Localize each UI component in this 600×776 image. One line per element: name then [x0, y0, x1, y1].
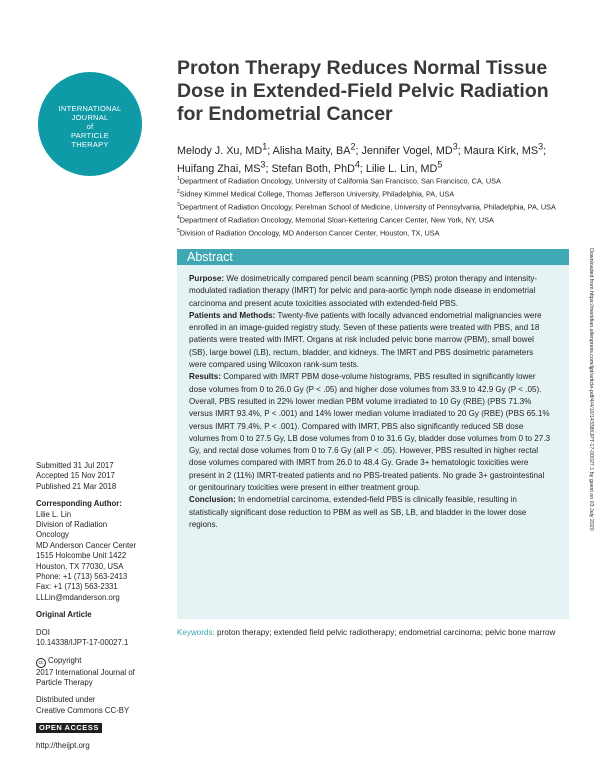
- dates-block: [36, 461, 168, 492]
- logo-line: INTERNATIONAL: [58, 104, 122, 113]
- author: [272, 141, 362, 157]
- download-note-text: Downloaded from https://meridian.allenpress.com/ijpt/article-pdf/4/4/10/14338/IJPT-17-00027.1 by guest on 03 July 2020: [588, 248, 594, 531]
- affiliation: [177, 174, 572, 187]
- author-name: Alisha Maity, BA: [272, 144, 351, 157]
- affiliation-list: [177, 174, 572, 239]
- author-name: Melody J. Xu, MD: [177, 144, 263, 157]
- corresponding-label: Corresponding Author:: [36, 499, 122, 509]
- corresponding-email[interactable]: LLLin@mdanderson.org: [36, 592, 120, 602]
- author-separator: ;: [355, 144, 362, 157]
- open-access-block: [36, 723, 168, 733]
- author-separator: ;: [457, 144, 464, 157]
- keywords-text: proton therapy; extended field pelvic radiotherapy; endometrial carcinoma; pelvic bone marrow: [217, 628, 556, 637]
- author-separator: ;: [359, 163, 366, 176]
- affiliation-text: Department of Radiation Oncology, Memorial Sloan-Kettering Cancer Center, New York, NY, USA: [179, 215, 494, 225]
- corresponding-block: [36, 499, 168, 603]
- accepted-date: Accepted 15 Nov 2017: [36, 471, 115, 481]
- abstract-section-label: Patients and Methods:: [189, 310, 276, 320]
- abstract-heading: Abstract: [177, 249, 569, 265]
- corresponding-line: Houston, TX 77030, USA: [36, 561, 124, 571]
- published-date: Published 21 Mar 2018: [36, 481, 117, 491]
- abstract-section-text: Twenty-five patients with locally advanced endometrial malignancies were enrolled in an image-guided registry study. Seven of these patients were treated with PBS, and 18 patients were treated with IMRT. Organs at risk included pelvic bone marrow (PBM), small bowel (SB), large bowel (LB), rectum, bladder, and kidneys. The IMRT and PBS dosimetric parameters were compared using Wilcoxon rank-sum tests.: [189, 310, 542, 370]
- affiliation-num: 5: [177, 228, 180, 235]
- author-affil-num: 4: [354, 159, 360, 170]
- author-name: Jennifer Vogel, MD: [361, 144, 453, 157]
- affiliation: [177, 200, 572, 213]
- author-separator: ;: [543, 144, 547, 157]
- author-affil-num: 1: [262, 141, 268, 151]
- abstract-section-label: Results:: [189, 372, 221, 382]
- abstract-section-label: Conclusion:: [189, 495, 236, 505]
- download-note: [586, 248, 596, 678]
- author-affil-num: 3: [538, 141, 544, 151]
- affiliation-num: 4: [177, 215, 180, 222]
- logo-line: THERAPY: [71, 140, 109, 149]
- abstract-section-results: [189, 371, 552, 494]
- copyright-block: [36, 656, 168, 689]
- doi-value[interactable]: 10.14338/IJPT-17-00027.1: [36, 638, 129, 648]
- license-line: Distributed under: [36, 695, 96, 705]
- author-separator: ;: [267, 144, 273, 157]
- open-access-badge: OPEN ACCESS: [36, 723, 102, 733]
- author: [463, 141, 547, 157]
- affiliation-num: 3: [177, 202, 180, 209]
- corresponding-line: MD Anderson Cancer Center: [36, 540, 137, 550]
- logo-line: of: [86, 122, 94, 131]
- corresponding-line: Oncology: [36, 530, 69, 540]
- keywords: [177, 627, 569, 639]
- license-block: [36, 695, 168, 716]
- affiliation-num: 2: [177, 189, 180, 196]
- journal-logo-text: [38, 104, 142, 149]
- affiliation-text: Department of Radiation Oncology, University of California San Francisco, San Francisco, CA, USA: [179, 176, 501, 186]
- journal-url[interactable]: http://theijpt.org: [36, 740, 90, 750]
- author-name: Maura Kirk, MS: [463, 144, 539, 157]
- copyright-line: Particle Therapy: [36, 677, 93, 687]
- copyright-line: 2017 International Journal of: [36, 667, 135, 677]
- affiliation: [177, 213, 572, 226]
- submitted-date: Submitted 31 Jul 2017: [36, 461, 114, 470]
- doi-label: DOI: [36, 627, 50, 637]
- affiliation-text: Division of Radiation Oncology, MD Anderson Cancer Center, Houston, TX, USA: [179, 228, 440, 238]
- article-type: Original Article: [36, 610, 92, 620]
- creative-commons-icon: cc: [36, 658, 46, 668]
- author: [177, 141, 273, 157]
- article-title: Proton Therapy Reduces Normal Tissue Dose in Extended-Field Pelvic Radiation for Endometrial Cancer: [177, 57, 549, 125]
- keywords-label: Keywords:: [177, 628, 215, 637]
- author-list: [177, 139, 572, 176]
- author-name: Lilie L. Lin, MD: [365, 163, 438, 176]
- logo-line: JOURNAL: [71, 113, 109, 122]
- affiliation: [177, 226, 572, 239]
- author-affil-num: 5: [437, 159, 443, 170]
- author-affil-num: 2: [350, 141, 356, 151]
- abstract-section-text: We dosimetrically compared pencil beam scanning (PBS) proton therapy and intensity-modulated radiation therapy (IMRT) for pelvic and para-aortic lymph node disease in endometrial carcinoma and present acute toxicities associated with extended-field PBS.: [189, 274, 538, 308]
- corresponding-line: 1515 Holcombe Unit 1422: [36, 551, 127, 561]
- author-separator: ;: [265, 163, 272, 176]
- abstract-section-label: Purpose:: [189, 274, 225, 283]
- abstract-body: [177, 265, 569, 531]
- logo-line: PARTICLE: [70, 131, 110, 140]
- corresponding-line: Phone: +1 (713) 563-2413: [36, 572, 128, 582]
- journal-logo: [38, 72, 142, 176]
- abstract-section-text: Compared with IMRT PBM dose-volume histograms, PBS resulted in significantly lower dose volumes from 0 to 26.0 Gy (P < .05) and higher dose volumes from 33.9 to 42.9 Gy (P < .05). Overall, PBS resulted in 22% lower median PBM volume irradiated to 10 Gy (RBE) (PBS 71.3% versus IMRT 93.4%, P < .001) and 14% lower median volume irradiated to 20 Gy (RBE) (PBS 65.1% versus IMRT 79.4%, P < .001). Compared with IMRT, PBS also significantly reduced SB dose volumes from 0 to 27.5 Gy, LB dose volumes from 0 to 31.6 Gy, bladder dose volumes from 0 to 27.3 Gy, and rectal dose volumes from 0 to 7.6 Gy (all P < .05). However, PBS resulted in higher rectal dose volumes compared with IMRT from 26.0 to 48.4 Gy. Grade 3+ hematologic toxicities were present in 2 (11%) IMRT-treated patients and no PBS-treated patients. No grade 3+ gastrointestinal or genitourinary toxicities were present in either treatment group.: [189, 372, 550, 493]
- license-line: Creative Commons CC-BY: [36, 705, 130, 715]
- abstract-section-conclusion: [189, 494, 552, 531]
- abstract-box: [177, 249, 569, 619]
- author-affil-num: 3: [260, 159, 266, 170]
- affiliation-num: 1: [177, 176, 180, 182]
- copyright-label: Copyright: [48, 655, 82, 665]
- corresponding-line: Fax: +1 (713) 563-2331: [36, 582, 118, 592]
- corresponding-line: Division of Radiation: [36, 520, 108, 530]
- author: [361, 141, 464, 157]
- affiliation: [177, 187, 572, 200]
- author-name: Stefan Both, PhD: [271, 163, 355, 176]
- author-name: Huifang Zhai, MS: [177, 163, 261, 176]
- doi-block: [36, 628, 168, 649]
- abstract-section-methods: [189, 310, 552, 371]
- author-affil-num: 3: [452, 141, 458, 151]
- corresponding-line: Lilie L. Lin: [36, 509, 72, 519]
- article-info-sidebar: [36, 461, 168, 751]
- abstract-section-purpose: [189, 273, 552, 310]
- abstract-section-text: In endometrial carcinoma, extended-field PBS is clinically feasible, resulting in statistically significant dose reduction to PBM as well as SB, LB, and bladder in the lower dose regions.: [189, 495, 527, 529]
- affiliation-text: Department of Radiation Oncology, Perelman School of Medicine, University of Pennsylvania, Philadelphia, PA, USA: [179, 202, 556, 212]
- affiliation-text: Sidney Kimmel Medical College, Thomas Jefferson University, Philadelphia, PA, USA: [179, 189, 455, 199]
